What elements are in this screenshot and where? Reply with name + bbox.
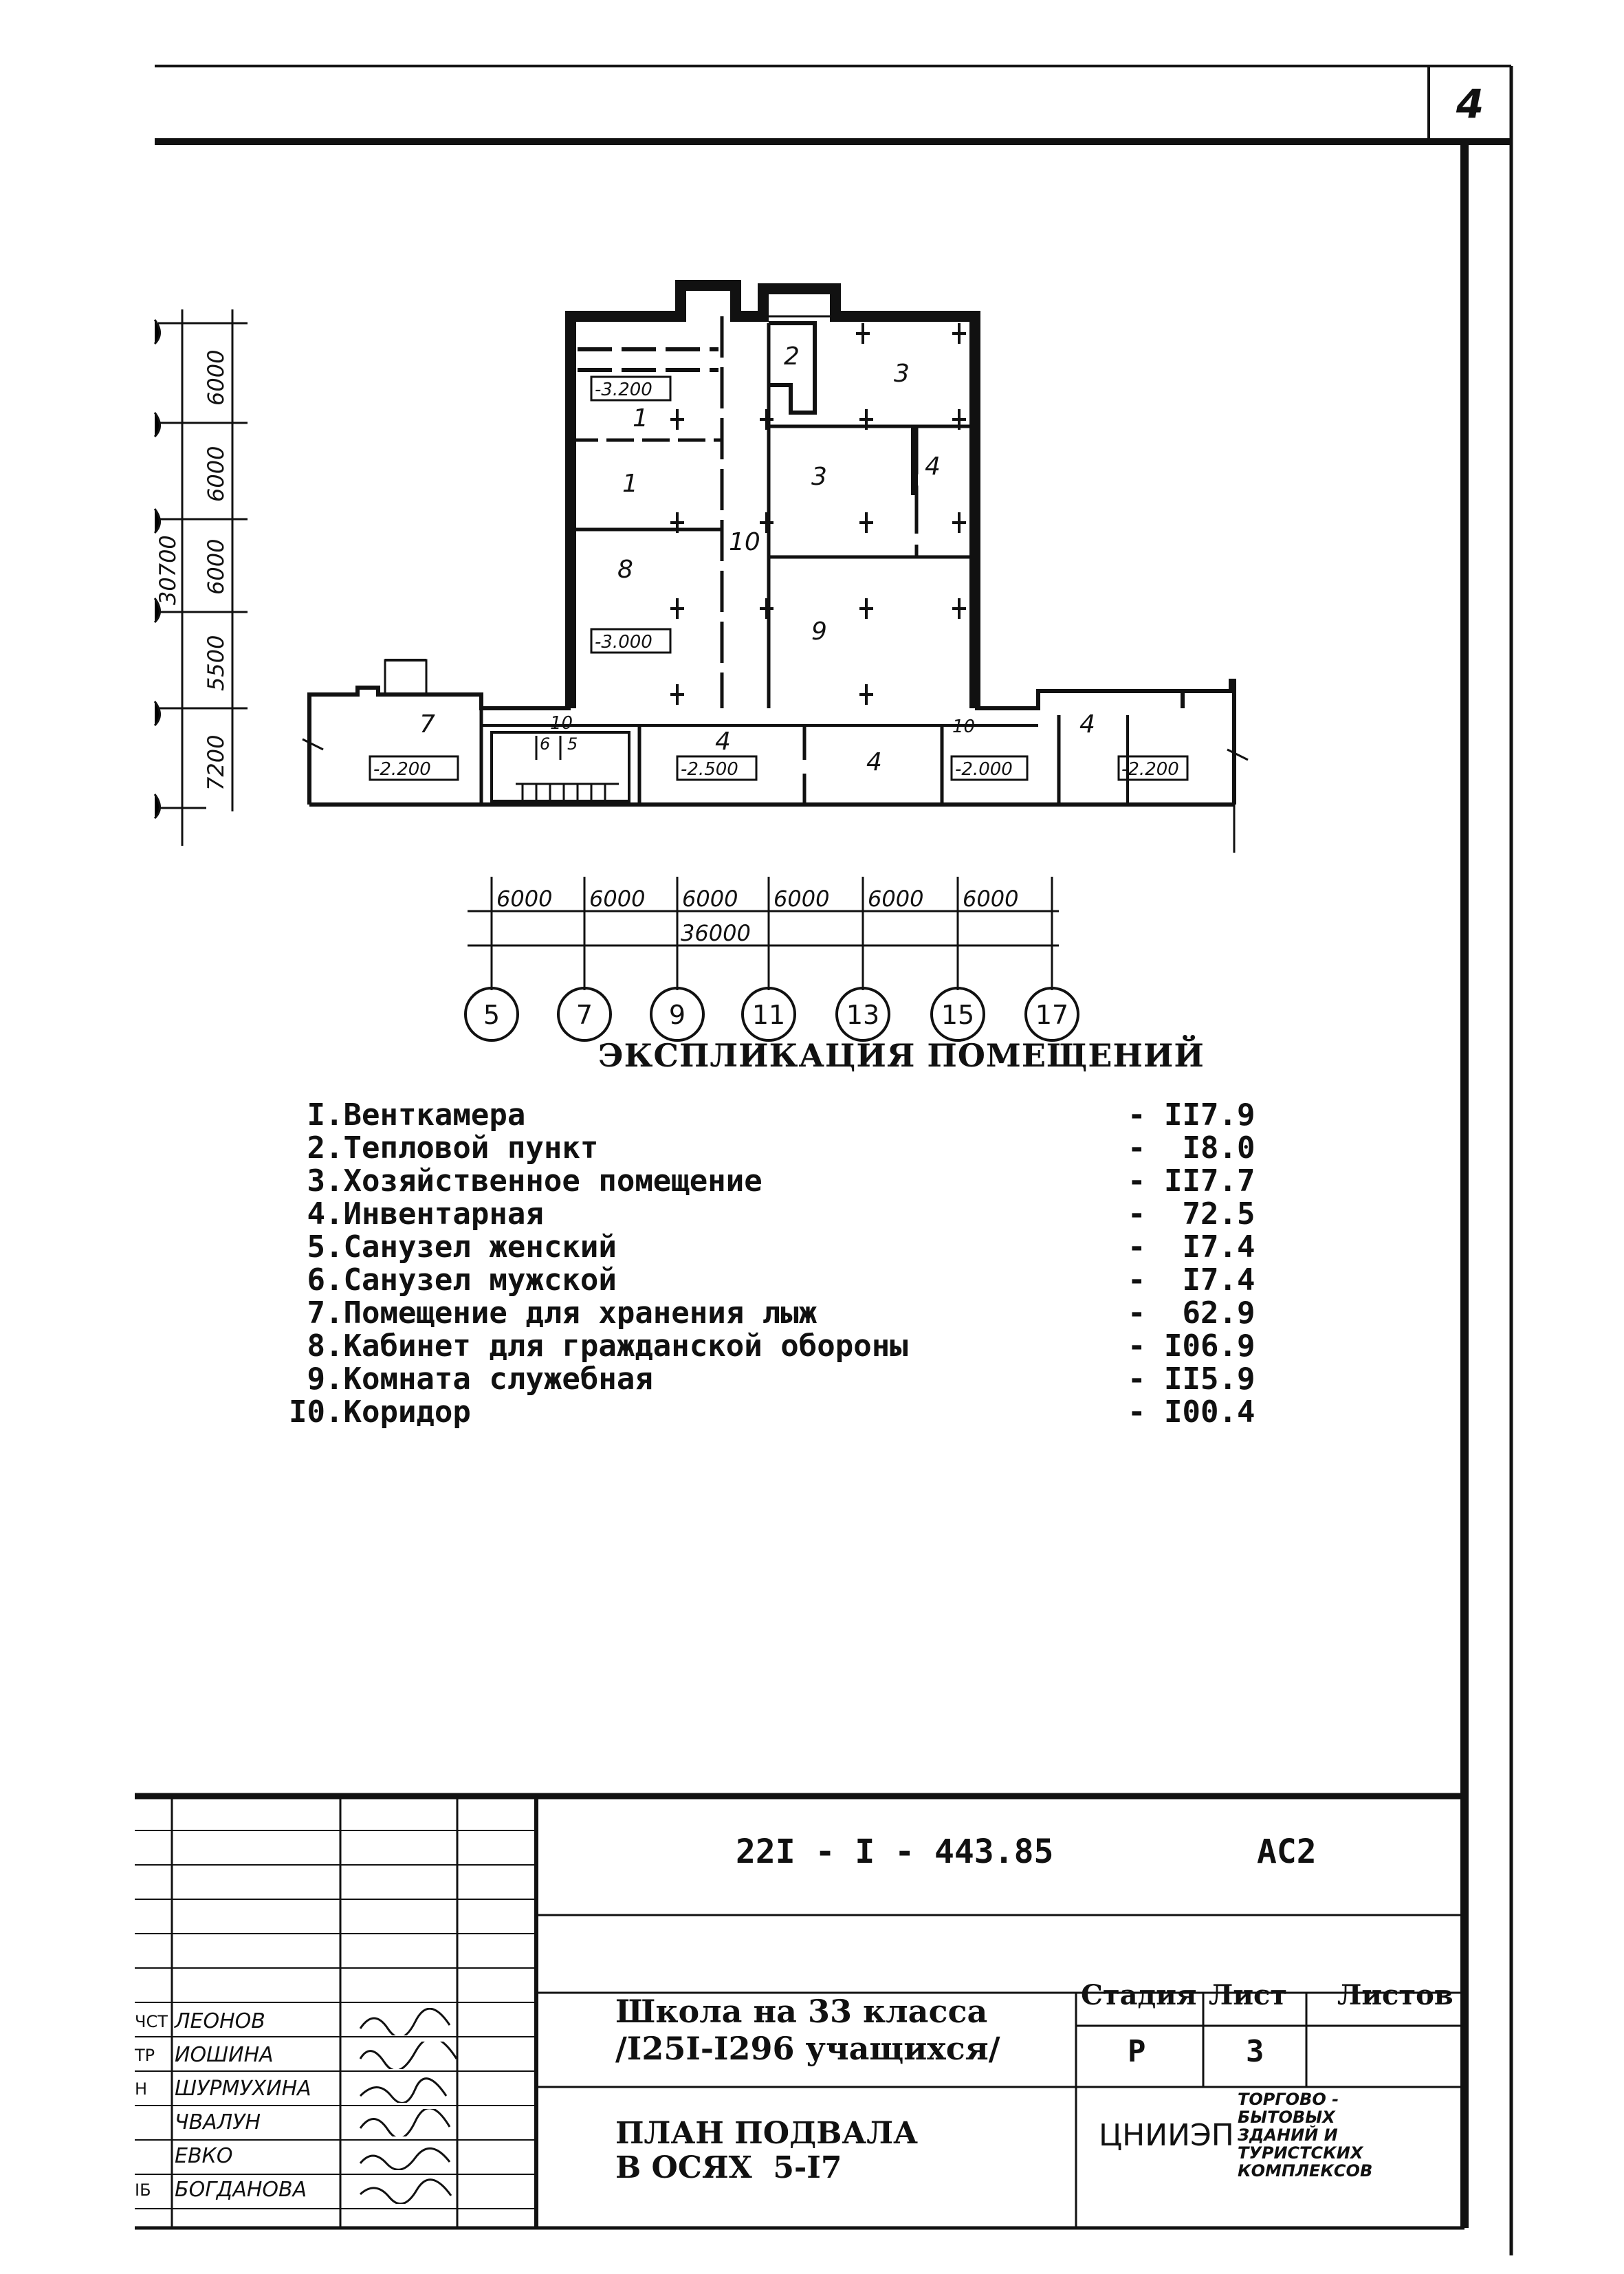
room-number: 9: [811, 617, 827, 646]
room-number: 6: [540, 734, 551, 754]
stage-label: Стадия: [1081, 1979, 1197, 2011]
room-name: I.Венткамера: [289, 1097, 526, 1133]
room-area: - II5.9: [1128, 1362, 1255, 1397]
handwritten-signature: [353, 2143, 470, 2170]
handwritten-signature: [353, 2042, 470, 2069]
sheets-label: Листов: [1337, 1979, 1453, 2011]
room-name: 6.Санузел мужской: [289, 1262, 617, 1298]
axis-label: 11: [751, 1000, 786, 1030]
signature-row: [135, 2072, 527, 2106]
sheet-number: 4: [1456, 80, 1484, 127]
vertical-dim-5: 7200: [203, 734, 229, 791]
signature-row: [135, 2038, 527, 2072]
axis-label: 13: [846, 1000, 880, 1030]
room-area: - I7.4: [1128, 1229, 1255, 1265]
drawing-mark: АС2: [1257, 1833, 1317, 1871]
room-number: 4: [866, 748, 882, 776]
room-number: 4: [925, 452, 941, 481]
room-number: 4: [715, 728, 731, 756]
vertical-dim-3: 6000: [203, 538, 229, 595]
signer-name: ЧВАЛУН: [175, 2110, 261, 2134]
sheet-label: Лист: [1209, 1979, 1288, 2011]
signature-row: [135, 2004, 527, 2038]
room-number: 2: [784, 342, 800, 371]
room-name: 5.Санузел женский: [289, 1229, 617, 1265]
signature-row: [135, 2139, 527, 2173]
axis-label: 5: [483, 1000, 501, 1030]
room-number: 10: [729, 528, 760, 556]
vertical-dim-2: 6000: [203, 446, 229, 502]
room-name: 9.Комната служебная: [289, 1362, 653, 1397]
sheet-title: ПЛАН ПОДВАЛА В ОСЯХ 5-I7: [615, 2116, 918, 2185]
level-mark: -2.000: [955, 759, 1013, 780]
signer-name: БОГДАНОВА: [175, 2178, 307, 2202]
level-mark: -3.000: [595, 632, 652, 653]
role: ЧСТ: [135, 2011, 168, 2031]
room-area: - II7.9: [1128, 1097, 1255, 1133]
handwritten-signature: [353, 2075, 470, 2103]
room-area: - 72.5: [1128, 1196, 1255, 1232]
explication-title: ЭКСПЛИКАЦИЯ ПОМЕЩЕНИЙ: [598, 1037, 1205, 1074]
room-name: 2.Тепловой пункт: [289, 1130, 599, 1166]
room-number: 4: [1079, 710, 1095, 739]
room-name: 4.Инвентарная: [289, 1196, 544, 1232]
axis-label: 9: [668, 1000, 686, 1030]
room-area: - I00.4: [1128, 1395, 1255, 1430]
role: ІБ: [135, 2180, 151, 2200]
handwritten-signature: [353, 2109, 470, 2136]
stage-value: Р: [1128, 2034, 1146, 2069]
role: Н: [135, 2079, 148, 2099]
department-name: ТОРГОВО - БЫТОВЫХ ЗДАНИЙ И ТУРИСТСКИХ КОМПЛЕКСОВ: [1238, 2090, 1373, 2180]
horizontal-dim-4: 6000: [773, 886, 830, 912]
horizontal-dim-total: 36000: [681, 920, 751, 946]
vertical-dim-total: 30700: [155, 535, 181, 605]
level-mark: -3.200: [595, 380, 652, 400]
room-area: - I8.0: [1128, 1130, 1255, 1166]
room-number: 5: [567, 734, 578, 754]
room-name: 8.Кабинет для гражданской обороны: [289, 1329, 908, 1364]
signer-name: ИОШИНА: [175, 2043, 274, 2067]
room-number: 10: [550, 713, 573, 734]
vertical-dim-4: 5500: [203, 635, 229, 691]
signer-name: ЛЕОНОВ: [175, 2009, 265, 2033]
room-area: - I7.4: [1128, 1262, 1255, 1298]
room-number: 1: [622, 470, 638, 498]
room-number: 1: [633, 404, 648, 433]
level-mark: -2.200: [373, 759, 431, 780]
axis-label: 15: [941, 1000, 975, 1030]
room-number: 7: [419, 710, 435, 739]
level-mark: -2.200: [1121, 759, 1179, 780]
room-number: 3: [894, 360, 910, 388]
role: ТР: [135, 2045, 155, 2065]
horizontal-dim-3: 6000: [682, 886, 738, 912]
horizontal-dim-5: 6000: [868, 886, 924, 912]
level-mark: -2.500: [681, 759, 738, 780]
room-area: - 62.9: [1128, 1295, 1255, 1331]
room-name: 7.Помещение для хранения лыж: [289, 1295, 818, 1331]
room-name: I0.Коридор: [289, 1395, 471, 1430]
document-code: 22I - I - 443.85: [736, 1833, 1054, 1871]
signer-name: ЕВКО: [175, 2144, 233, 2168]
vertical-dim-1: 6000: [203, 349, 229, 406]
handwritten-signature: [353, 2176, 470, 2204]
horizontal-dim-1: 6000: [496, 886, 553, 912]
room-area: - II7.7: [1128, 1163, 1255, 1199]
horizontal-dim-6: 6000: [963, 886, 1019, 912]
sheet-value: 3: [1246, 2034, 1264, 2069]
signature-row: [135, 2173, 527, 2207]
room-name: 3.Хозяйственное помещение: [289, 1163, 762, 1199]
room-number: 10: [952, 717, 976, 737]
signer-name: ШУРМУХИНА: [175, 2077, 311, 2101]
horizontal-dim-2: 6000: [589, 886, 646, 912]
room-number: 8: [617, 556, 633, 584]
axis-label: 7: [575, 1000, 593, 1030]
handwritten-signature: [353, 2008, 470, 2035]
room-area: - I06.9: [1128, 1329, 1255, 1364]
signature-row: [135, 2106, 527, 2139]
axis-label: 17: [1035, 1000, 1069, 1030]
organization-name: ЦНИИЭП: [1099, 2118, 1234, 2153]
object-name: Школа на 33 класса /I25I-I296 учащихся/: [615, 1993, 1000, 2067]
room-number: 3: [811, 463, 827, 491]
